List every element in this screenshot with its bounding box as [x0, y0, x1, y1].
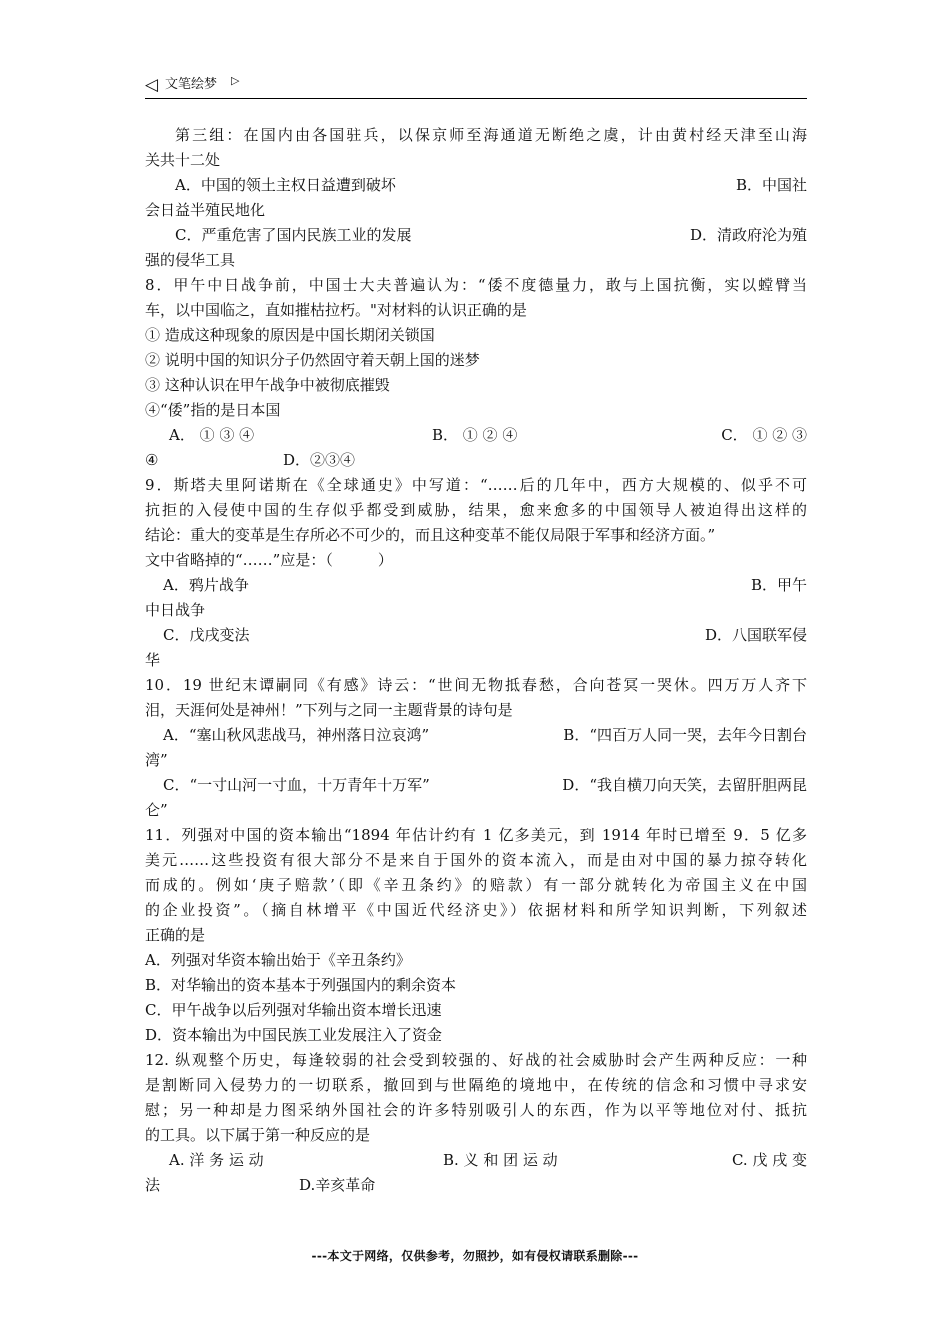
q7-option-d: D．清政府沦为殖	[689, 226, 807, 244]
q12-stem-line3: 慰；另一种却是力图采纳外国社会的许多特别吸引人的东西，作为以平等地位对付、抵抗	[145, 1101, 807, 1119]
q8-item-1: ① 造成这种现象的原因是中国长期闭关锁国	[145, 326, 435, 344]
q10-option-b-tail: 湾”	[145, 751, 168, 769]
q7-option-b-tail: 会日益半殖民地化	[145, 201, 266, 219]
q7-option-b: B．中国社	[735, 176, 807, 194]
q9-stem-line2: 抗拒的入侵使中国的生存似乎都受到威胁，结果，愈来愈多的中国领导人被迫得出这样的	[145, 501, 807, 519]
q9-stem-line4: 文中省略掉的“……”应是：（ ）	[145, 551, 393, 569]
q10-options-cd	[145, 773, 807, 798]
q12-stem-line4: 的工具。以下属于第一种反应的是	[145, 1126, 371, 1144]
q9-stem-line1: 9．斯塔夫里阿诺斯在《全球通史》中写道：“……后的几年中，西方大规模的、似乎不可	[145, 476, 807, 494]
q12-option-c-tail: 法	[145, 1176, 161, 1194]
q11-option-a: A．列强对华资本输出始于《辛丑条约》	[145, 951, 411, 969]
q8-item-2: ② 说明中国的知识分子仍然固守着天朝上国的迷梦	[145, 351, 480, 369]
q7-group3-line1: 第三组：在国内由各国驻兵，以保京师至海通道无断绝之虞，计由黄村经天津至山海	[175, 126, 807, 144]
q7-option-c: C．严重危害了国内民族工业的发展	[175, 226, 412, 244]
page-footer: ---本文于网络，仅供参考，勿照抄，如有侵权请联系删除---	[311, 1249, 639, 1263]
q9-stem-line3: 结论：重大的变革是生存所必不可少的，而且这种变革不能仅局限于军事和经济方面。”	[145, 526, 716, 544]
q12-option-d: D.辛亥革命	[299, 1176, 376, 1194]
q8-option-d: D．②③④	[283, 451, 356, 469]
left-triangle-icon: ◁	[145, 75, 159, 95]
q7-option-a: A．中国的领土主权日益遭到破坏	[175, 176, 396, 194]
q7-options-ab	[145, 173, 807, 198]
q9-options-ab	[145, 573, 807, 598]
q7-group3-line2: 关共十二处	[145, 151, 221, 169]
q10-option-b: B．“四百万人同一哭，去年今日割台	[563, 726, 807, 744]
q10-stem-line2: 泪，天涯何处是神州！”下列与之同一主题背景的诗句是	[145, 701, 513, 719]
q10-options-ab	[145, 723, 807, 748]
q11-option-c: C．甲午战争以后列强对华输出资本增长迅速	[145, 1001, 442, 1019]
q9-option-b: B．甲午	[750, 576, 807, 594]
q9-option-b-tail: 中日战争	[145, 601, 206, 619]
q9-option-a: A．鸦片战争	[163, 576, 249, 594]
q11-stem-line3: 而成的。例如‘庚子赔款’（即《辛丑条约》的赔款）有一部分就转化为帝国主义在中国	[145, 876, 807, 894]
q12-options-abc	[145, 1148, 807, 1173]
q10-stem-line1: 10．19 世纪末谭嗣同《有感》诗云：“世间无物抵春愁，合向苍冥一哭休。四万万人齐下	[145, 676, 807, 694]
q9-option-d-tail: 华	[145, 651, 161, 669]
document-body	[145, 123, 807, 1198]
q11-stem-line2: 美元……这些投资有很大部分不是来自于国外的资本流入，而是由对中国的暴力掠夺转化	[145, 851, 807, 869]
q11-stem-line5: 正确的是	[145, 926, 206, 944]
q8-stem-line2: 车，以中国临之，直如摧枯拉朽。"对材料的认识正确的是	[145, 301, 527, 319]
q10-option-d-tail: 仑”	[145, 801, 168, 819]
q7-options-cd	[145, 223, 807, 248]
q8-option-a: A． ① ③ ④	[169, 426, 255, 444]
q8-item-4: ④“倭”指的是日本国	[145, 401, 281, 419]
q10-option-d: D．“我自横刀向天笑，去留肝胆两昆	[562, 776, 807, 794]
q8-option-b: B． ① ② ④	[432, 426, 518, 444]
q10-option-a: A．“塞山秋风悲战马，神州落日泣哀鸿”	[163, 726, 430, 744]
q12-stem-line2: 是割断同入侵势力的一切联系，撤回到与世隔绝的境地中，在传统的信念和习惯中寻求安	[145, 1076, 807, 1094]
q8-option-c: C． ① ② ③	[721, 426, 807, 444]
q8-options-abc	[145, 423, 807, 448]
q12-stem-line1: 12. 纵观整个历史，每逢较弱的社会受到较强的、好战的社会威胁时会产生两种反应：一种	[145, 1051, 807, 1069]
header-brand: 文笔绘梦	[165, 77, 218, 92]
q8-stem-line1: 8．甲午中日战争前，中国士大夫普遍认为：“倭不度德量力，敢与上国抗衡，实以螳臂当	[145, 276, 807, 294]
q11-stem-line4: 的企业投资”。（摘自林增平《中国近代经济史》）依据材料和所学知识判断，下列叙述	[145, 901, 807, 919]
right-triangle-icon: ▷	[231, 74, 240, 87]
page-header	[145, 72, 807, 99]
q7-option-d-tail: 强的侵华工具	[145, 251, 236, 269]
q11-stem-line1: 11．列强对中国的资本输出“1894 年估计约有 1 亿多美元，到 1914 年时已增至 9．5 亿多	[145, 826, 807, 844]
q9-options-cd	[145, 623, 807, 648]
q8-item-3: ③ 这种认识在甲午战争中被彻底摧毁	[145, 376, 390, 394]
q9-option-c: C．戊戌变法	[163, 626, 250, 644]
q12-option-b: B. 义 和 团 运 动	[443, 1151, 558, 1169]
q12-options-tail	[145, 1173, 807, 1198]
q8-option-c-tail: ④	[145, 451, 159, 469]
q8-options-tail	[145, 448, 807, 473]
q12-option-c: C. 戊 戌 变	[731, 1151, 807, 1169]
q11-option-d: D．资本输出为中国民族工业发展注入了资金	[145, 1026, 443, 1044]
q12-option-a: A. 洋 务 运 动	[169, 1151, 264, 1169]
q11-option-b: B．对华输出的资本基本于列强国内的剩余资本	[145, 976, 457, 994]
q10-option-c: C．“一寸山河一寸血，十万青年十万军”	[163, 776, 430, 794]
q9-option-d: D．八国联军侵	[704, 626, 807, 644]
